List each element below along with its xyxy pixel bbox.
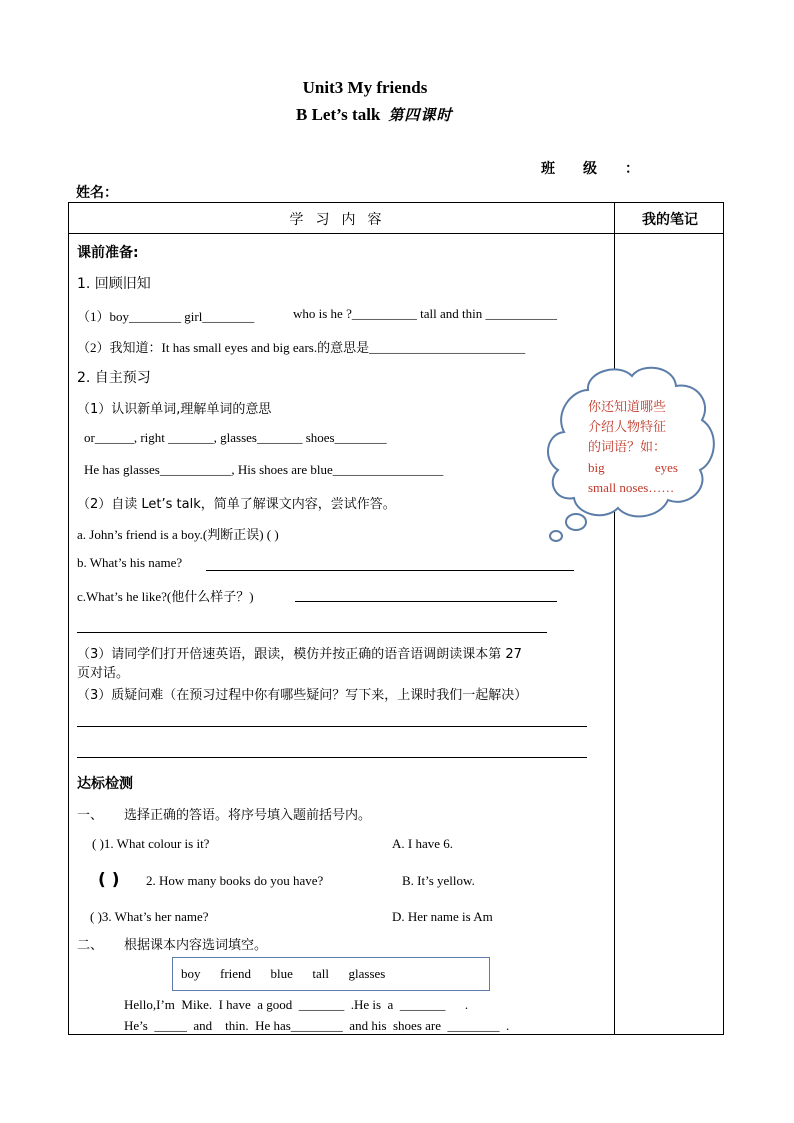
review-heading: 1. 回顾旧知 [77,276,151,292]
document-subtitle [296,104,452,125]
word-bank [172,957,490,991]
choice-answer-d: D. Her name is Am [392,909,493,924]
content-column-header: 学习内容 [289,212,394,228]
notes-column-header: 我的笔记 [642,212,698,228]
questions-task: （3）质疑问难（在预习过程中你有哪些疑问？写下来，上课时我们一起解决） [77,688,528,703]
choice-answer-b: B. It’s yellow. [402,873,475,888]
choice-item-3: ( )3. What’s her name? [90,909,209,924]
question-a: a. John’s friend is a boy.(判断正误) ( ) [77,527,279,542]
answer-line-c[interactable] [295,601,557,602]
review-question-2: （2）我知道：It has small eyes and big ears.的意思是________________________ [77,340,526,355]
cloud-line-4 [588,458,678,478]
preview-question-2: （2）自读 Let’s talk，简单了解课文内容，尝试作答。 [77,497,396,512]
cloud-word-eyes: eyes [654,460,678,475]
cloud-line-3: 的词语？如： [588,440,667,455]
lesson-label: 第四课时 [388,106,453,124]
reading-task-line-2: 页对话。 [77,666,130,681]
choice-item-2-paren: ( ) [98,870,120,890]
answer-line-b[interactable] [206,570,574,571]
question-c: c.What’s he like?(他什么样子？) [77,589,254,604]
cloud-line-5: small noses…… [588,480,675,495]
cloud-word-big: big [588,460,605,475]
subtitle-text: B Let’s talk [296,105,381,124]
part1-instructions: 选择正确的答语。将序号填入题前括号内。 [124,808,372,823]
question-answer-line-2[interactable] [77,757,587,758]
preview-heading: 2. 自主预习 [77,370,151,386]
cloud-text [588,398,678,498]
fill-line-1: Hello,I’m Mike. I have a good _______ .He is a _______ . [124,997,469,1012]
vocab-line-1: or______, right _______, glasses_______ shoes________ [84,430,387,445]
fill-line-2: He’s _____ and thin. He has________ and his shoes are ________ . [124,1018,510,1033]
part2-instructions: 根据课本内容选词填空。 [124,938,268,953]
test-heading: 达标检测 [77,776,133,792]
column-divider [614,203,615,1034]
cloud-line-1: 你还知道哪些 [588,400,667,415]
preview-question-1: （1）认识新单词,理解单词的意思 [77,402,272,417]
prep-heading: 课前准备: [77,245,139,261]
word-bank-words: boy friend blue tall glasses [181,966,386,981]
name-label: 姓名： [76,185,118,201]
choice-item-2: 2. How many books do you have? [146,873,324,888]
part1-number: 一、 [77,808,104,823]
choice-item-1: ( )1. What colour is it? [92,836,210,851]
document-title: Unit3 My friends [302,78,428,97]
part2-number: 二、 [77,938,104,953]
review-question-1b: who is he ?__________ tall and thin ___________ [293,306,557,321]
cloud-line-2: 介绍人物特征 [588,420,667,435]
question-b: b. What’s his name? [77,555,183,570]
review-question-1a: （1）boy________ girl________ [77,309,255,324]
question-answer-line-1[interactable] [77,726,587,727]
header-divider [69,233,723,234]
answer-line-c2[interactable] [77,632,547,633]
vocab-line-2: He has glasses___________, His shoes are blue_________________ [84,462,444,477]
reading-task-line-1: （3）请同学们打开倍速英语，跟读，模仿并按正确的语音语调朗读课本第 27 [77,647,522,662]
class-label: 班 级 ： [541,161,639,177]
choice-answer-a: A. I have 6. [392,836,454,851]
